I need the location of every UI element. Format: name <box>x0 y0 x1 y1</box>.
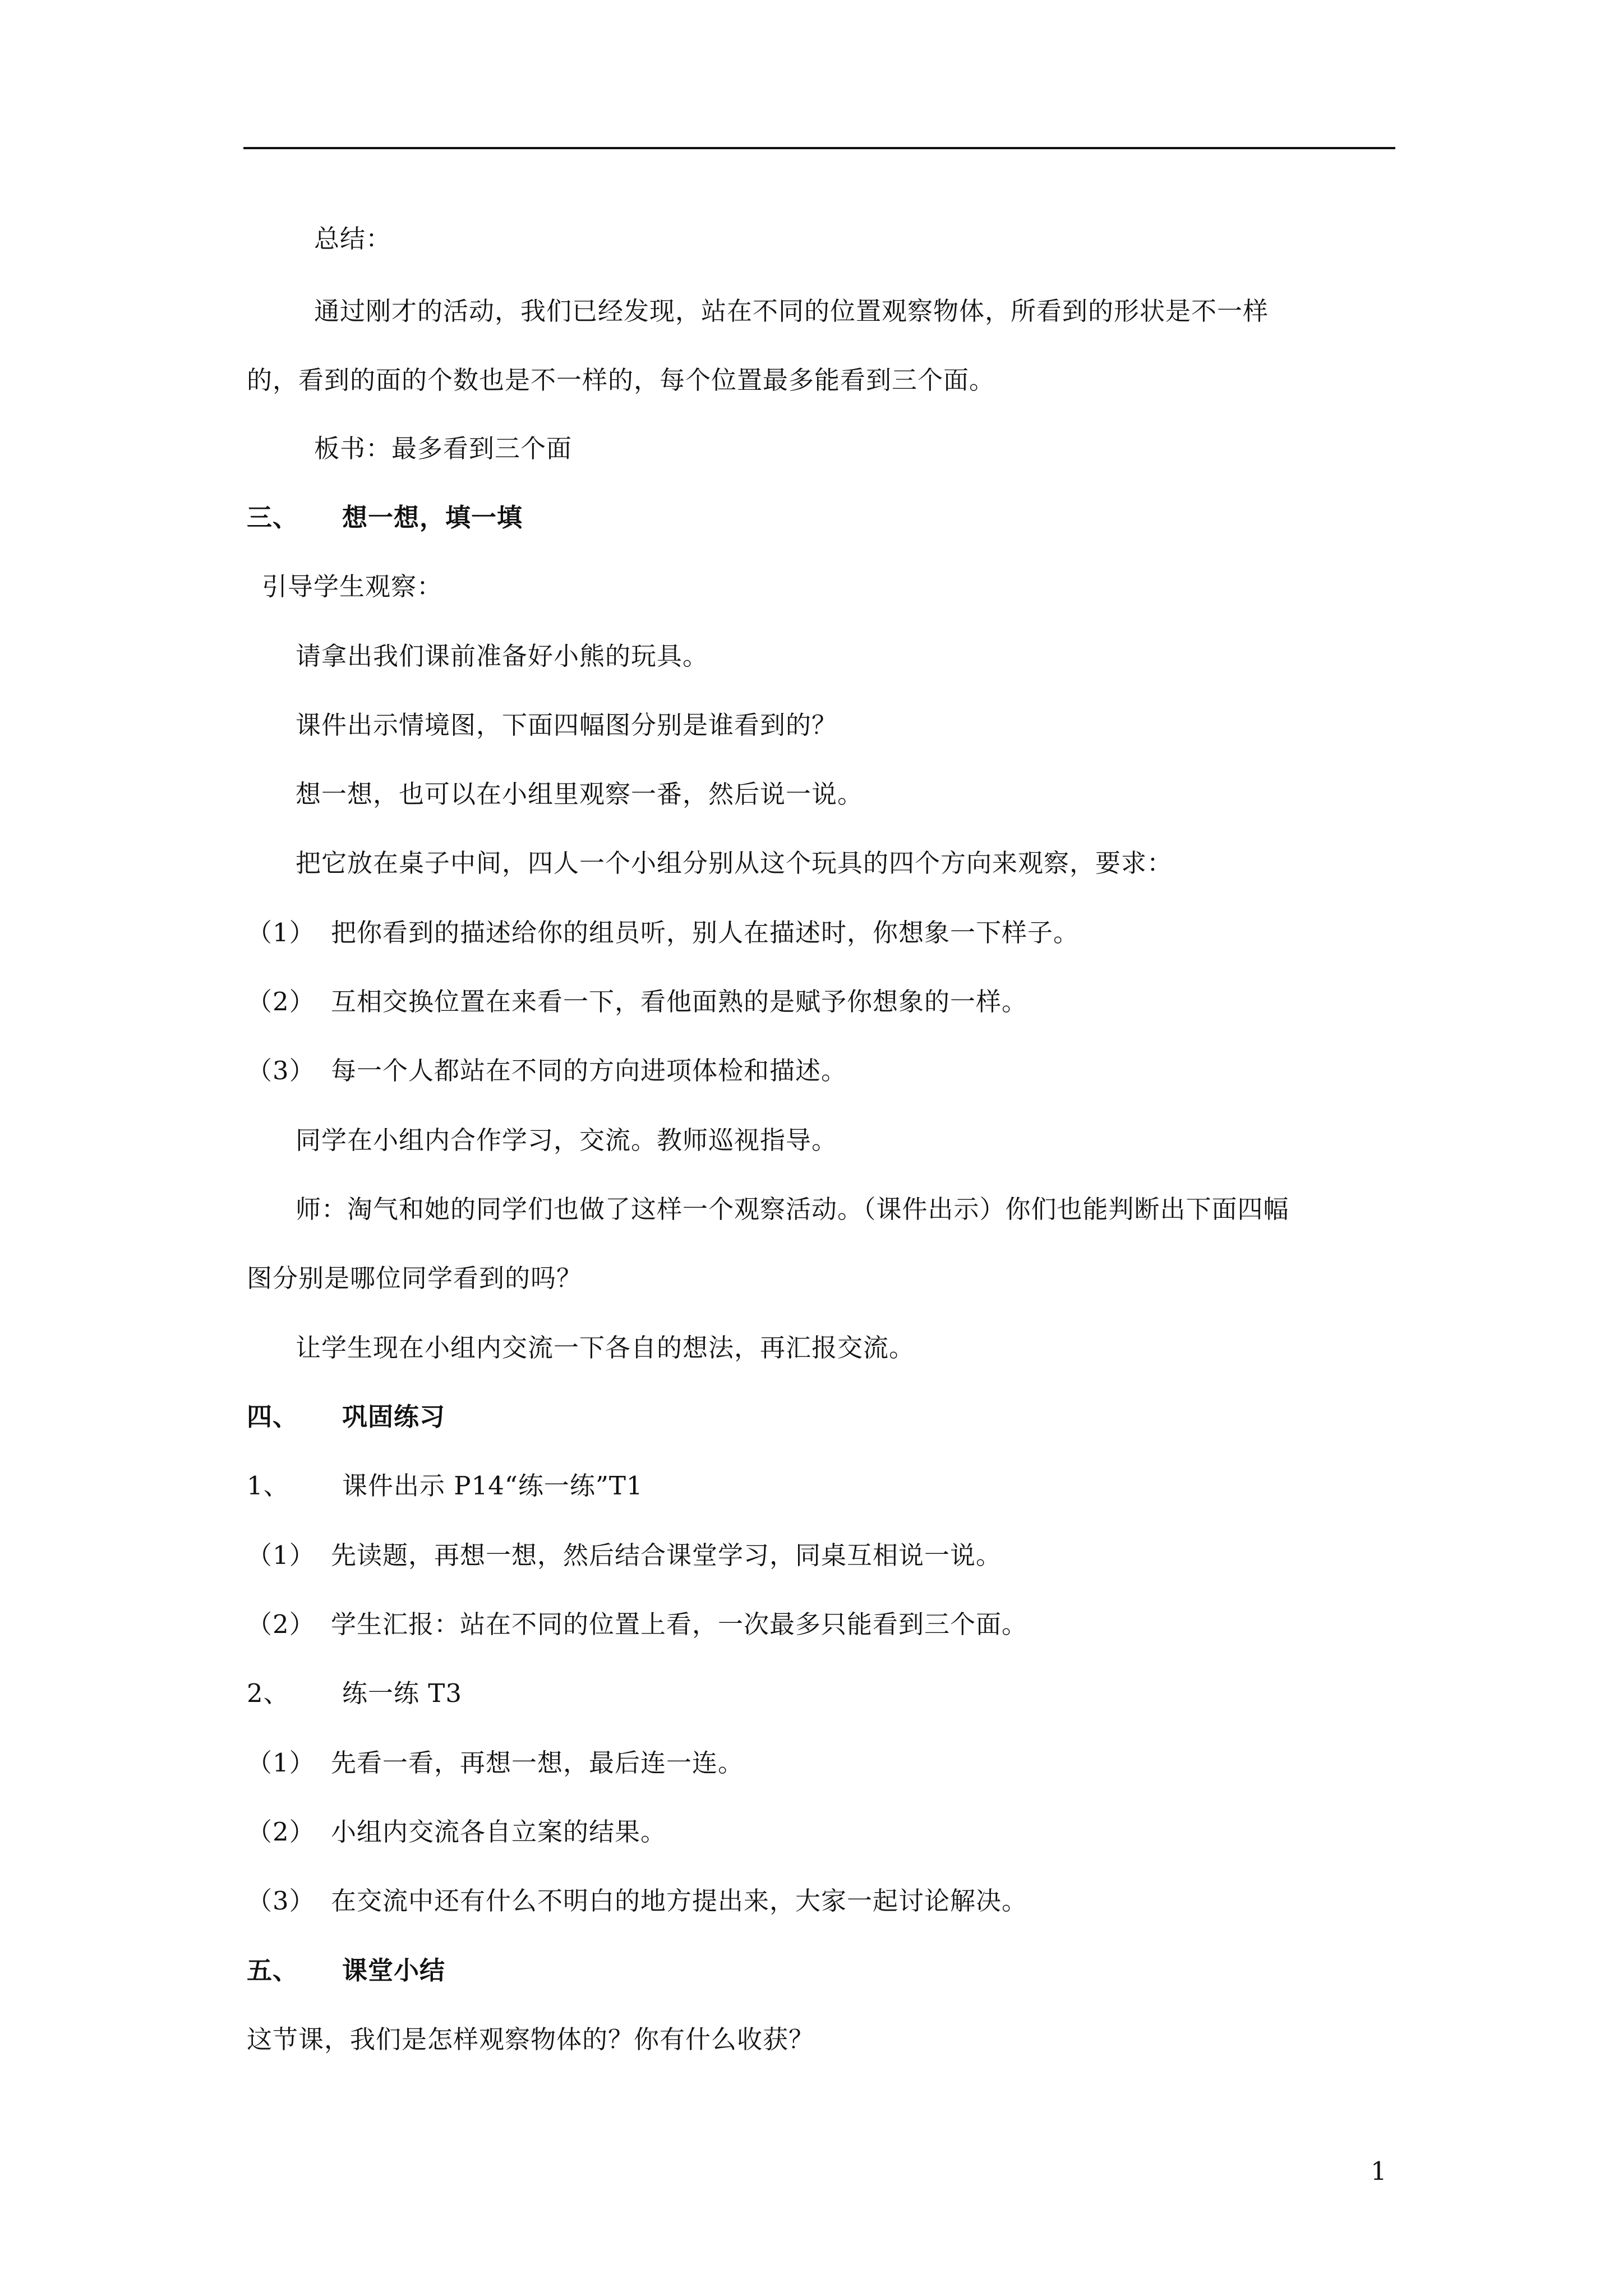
section3-exchange: 让学生现在小组内交流一下各自的想法，再汇报交流。 <box>296 1333 915 1363</box>
section3-item <box>247 989 1027 1014</box>
summary-board-note: 板书：最多看到三个面 <box>314 434 573 463</box>
section5-text: 这节课，我们是怎样观察物体的？你有什么收获？ <box>247 2024 815 2054</box>
section3-item <box>247 920 1079 945</box>
exercise2-item <box>247 1886 1028 1916</box>
section3-line-toy: 请拿出我们课前准备好小熊的玩具。 <box>296 641 709 671</box>
exercise1-heading <box>247 1471 643 1501</box>
section3-item <box>247 1058 847 1083</box>
exercise2-number: 2、 <box>247 1678 289 1708</box>
exercise2-heading <box>247 1678 462 1708</box>
section3-line-courseware: 课件出示情境图，下面四幅图分别是谁看到的？ <box>296 710 838 740</box>
section3-line-guide: 引导学生观察： <box>262 572 443 601</box>
item-text: 每一个人都站在不同的方向进项体检和描述。 <box>331 1056 847 1085</box>
item-number: （1） <box>247 918 315 947</box>
item-number: （2） <box>247 987 315 1016</box>
section3-teacher-line1: 师：淘气和她的同学们也做了这样一个观察活动。（课件出示）你们也能判断出下面四幅 <box>296 1194 1289 1224</box>
exercise1-title: 课件出示 P14“练一练”T1 <box>342 1471 643 1501</box>
item-number: （3） <box>247 1886 315 1916</box>
item-text: 把你看到的描述给你的组员听，别人在描述时，你想象一下样子。 <box>331 918 1080 947</box>
item-text: 在交流中还有什么不明白的地方提出来，大家一起讨论解决。 <box>331 1886 1028 1916</box>
page-number: 1 <box>1371 2156 1387 2186</box>
item-text: 小组内交流各自立案的结果。 <box>331 1817 667 1847</box>
section3-line-think: 想一想，也可以在小组里观察一番，然后说一说。 <box>296 779 864 809</box>
section3-number: 三、 <box>247 503 299 532</box>
section4-heading <box>247 1402 446 1432</box>
section3-title: 想一想，填一填 <box>342 503 523 532</box>
exercise1-item <box>247 1609 1028 1639</box>
exercise2-title: 练一练 T3 <box>342 1678 462 1708</box>
section4-number: 四、 <box>247 1402 299 1432</box>
summary-paragraph-line1: 通过刚才的活动，我们已经发现，站在不同的位置观察物体，所看到的形状是不一样 <box>314 296 1269 326</box>
section3-cooperate: 同学在小组内合作学习，交流。教师巡视指导。 <box>296 1125 838 1155</box>
item-text: 先读题，再想一想，然后结合课堂学习，同桌互相说一说。 <box>331 1540 1002 1570</box>
item-number: （2） <box>247 1817 315 1847</box>
section3-heading <box>247 505 523 530</box>
item-text: 先看一看，再想一想，最后连一连。 <box>331 1748 744 1778</box>
item-number: （3） <box>247 1056 315 1085</box>
header-rule <box>243 147 1395 149</box>
section5-number: 五、 <box>247 1955 299 1985</box>
section4-title: 巩固练习 <box>342 1402 446 1432</box>
section5-heading <box>247 1955 446 1985</box>
exercise1-number: 1、 <box>247 1471 289 1501</box>
item-number: （1） <box>247 1748 315 1778</box>
exercise2-item <box>247 1748 744 1778</box>
item-text: 互相交换位置在来看一下，看他面熟的是赋予你想象的一样。 <box>331 987 1028 1016</box>
section3-line-requirement: 把它放在桌子中间，四人一个小组分别从这个玩具的四个方向来观察，要求： <box>296 848 1173 878</box>
exercise1-item <box>247 1540 1002 1570</box>
item-text: 学生汇报：站在不同的位置上看，一次最多只能看到三个面。 <box>331 1609 1028 1639</box>
section5-title: 课堂小结 <box>342 1955 446 1985</box>
exercise2-item <box>247 1817 667 1847</box>
section3-teacher-line2: 图分别是哪位同学看到的吗？ <box>247 1263 583 1293</box>
item-number: （1） <box>247 1540 315 1570</box>
item-number: （2） <box>247 1609 315 1639</box>
summary-label: 总结： <box>314 224 392 254</box>
summary-paragraph-line2: 的，看到的面的个数也是不一样的，每个位置最多能看到三个面。 <box>247 365 995 395</box>
